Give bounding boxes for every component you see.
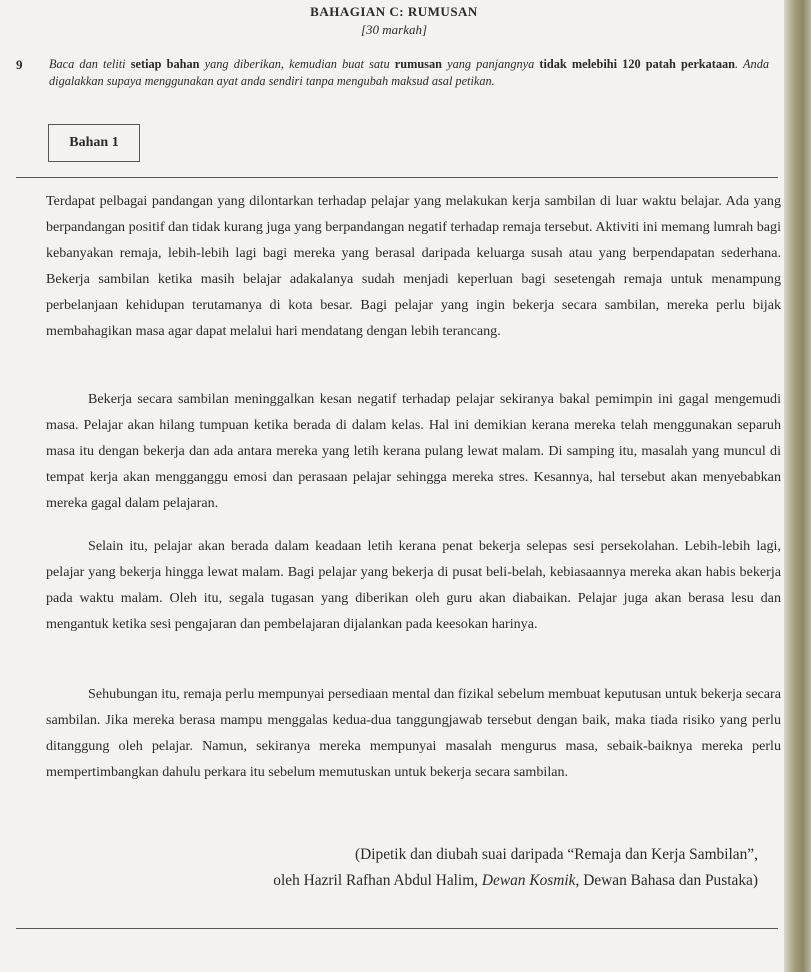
bahan-label: Bahan 1 (69, 135, 119, 150)
page-edge-background (784, 0, 811, 972)
paragraph-text: Sehubungan itu, remaja perlu mempunyai persediaan mental dan fizikal sebelum membuat keputusan untuk bekerja secara sambilan. Jika mereka berasa mampu menggalas kedua-dua tanggungjawab tersebut dengan baik, maka tiada risiko yang perlu ditanggung oleh pelajar. Namun, sekiranya mereka mempunyai masalah mengurus masa, sebaik-baiknya mereka perlu mempertimbangkan dahulu perkara itu sebelum memutuskan untuk bekerja secara sambilan. (46, 686, 781, 780)
passage-paragraph-3 (46, 533, 781, 637)
paragraph-text: Bekerja secara sambilan meninggalkan kesan negatif terhadap pelajar sekiranya bakal pemimpin ini gagal mengemudi masa. Pelajar akan hilang tumpuan ketika berada di dalam kelas. Hal ini demikian kerana mereka telah menggunakan separuh masa itu dengan bekerja dan ada antara mereka yang letih kerana pulang lewat malam. Di samping itu, masalah yang muncul di tempat kerja akan mengganggu emosi dan perasaan pelajar sehingga mereka stres. Kesannya, hal tersebut akan menyebabkan mereka gagal dalam pelajaran. (46, 391, 781, 511)
instruction-text: Baca dan teliti (49, 57, 131, 71)
source-line-1: (Dipetik dan diubah suai daripada “Remaja dan Kerja Sambilan”, (354, 846, 758, 863)
section-title: BAHAGIAN C: RUMUSAN (310, 4, 478, 19)
paragraph-text: Selain itu, pelajar akan berada dalam keadaan letih kerana penat bekerja selepas sesi persekolahan. Lebih-lebih lagi, pelajar yang bekerja hingga lewat malam. Bagi pelajar yang bekerja di pusat beli-belah, kebiasaannya mereka akan habis bekerja pada waktu malam. Oleh itu, segala tugasan yang diberikan oleh guru akan diabaikan. Pelajar juga akan berasa lesu dan mengantuk ketika sesi pengajaran dan pembelajaran dijalankan pada keesokan harinya. (46, 538, 781, 632)
passage-paragraph-1 (46, 188, 781, 344)
source-publication: Dewan Kosmik (481, 872, 576, 889)
source-line-2 (273, 868, 758, 894)
question-number: 9 (16, 57, 23, 72)
passage-paragraph-4 (46, 681, 781, 785)
passage-box (16, 177, 781, 929)
question-instruction (49, 56, 769, 90)
source-citation (273, 842, 758, 894)
bahan-label-box (48, 124, 140, 162)
marks-label: [30 markah] (360, 22, 428, 37)
instruction-text: yang diberikan, kemudian buat satu (199, 57, 395, 71)
source-author: oleh Hazril Rafhan Abdul Halim, (273, 872, 482, 889)
instruction-emphasis: rumusan (394, 57, 442, 71)
instruction-text: yang panjangnya (441, 57, 540, 71)
instruction-emphasis: tidak melebihi 120 patah perkataan (539, 57, 736, 71)
instruction-emphasis: setiap bahan (130, 57, 200, 71)
passage-paragraph-2 (46, 386, 781, 516)
source-publisher: , Dewan Bahasa dan Pustaka) (575, 872, 758, 889)
instruction-text: . Anda digalakkan supaya menggunakan ayat anda sendiri tanpa mengubah maksud asal petikan. (49, 57, 769, 88)
paragraph-text: Terdapat pelbagai pandangan yang dilontarkan terhadap pelajar yang melakukan kerja sambilan di luar waktu belajar. Ada yang berpandangan positif dan tidak kurang juga yang berpandangan negatif terhadap remaja tersebut. Aktiviti ini memang lumrah bagi kebanyakan remaja, lebih-lebih lagi bagi mereka yang berasal daripada keluarga susah atau yang berpendapatan sederhana. Bekerja sambilan ketika masih belajar adakalanya sudah menjadi keperluan bagi sesetengah remaja untuk menampung perbelanjaan kehidupan terutamanya di kota besar. Bagi pelajar yang ingin bekerja secara sambilan, mereka perlu bijak membahagikan masa agar dapat melalui hari mendatang dengan lebih terancang. (46, 193, 781, 339)
